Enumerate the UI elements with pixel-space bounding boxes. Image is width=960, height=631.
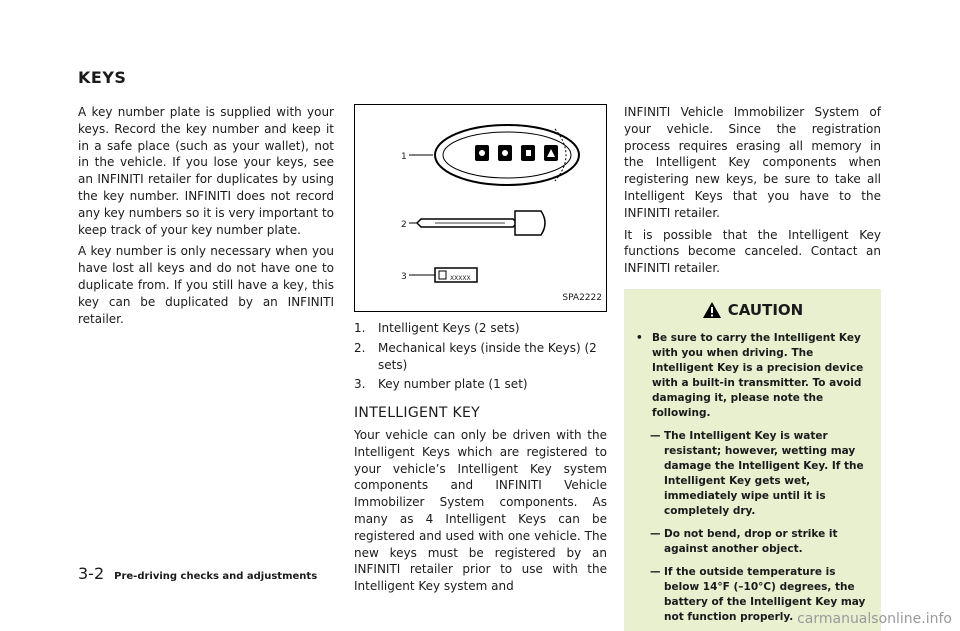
caution-sub-item: [650, 429, 871, 519]
legend-item: [354, 320, 607, 337]
legend-item: [354, 376, 607, 393]
paragraph: Your vehicle can only be driven with the Intelligent Keys which are registered to your vehicle’s Intelligent Key system components and INFINITI Vehicle Immobilizer System components. As many as 4 Intelligent Keys can be registered and used with one vehicle. The new keys must be registered by an INFINITI retailer prior to use with the Intelligent Key system and: [354, 427, 607, 594]
legend-number: 1.: [354, 321, 366, 335]
callout-2: 2: [401, 220, 407, 230]
caution-title: CAUTION: [727, 300, 804, 319]
figure-code: SPA2222: [562, 293, 602, 304]
section-title: KEYS: [78, 68, 127, 87]
dash-icon: —: [650, 565, 661, 578]
paragraph: A key number plate is supplied with your keys. Record the key number and keep it in a safe place (such as your wallet), not in the vehicle. If you lose your keys, see an INFINITI retailer for duplicates by using the key number. INFINITI does not record any key numbers so it is very important to keep track of your key number plate.: [78, 105, 334, 237]
bullet-dot-icon: •: [636, 331, 643, 344]
dash-icon: —: [650, 527, 661, 540]
legend-text: Intelligent Keys (2 sets): [378, 321, 520, 335]
dash-icon: —: [650, 429, 661, 442]
caution-sub-text: The Intelligent Key is water resistant; however, wetting may damage the Intelligent Key. If the Intelligent Key gets wet, immediately wipe until it is completely dry.: [664, 429, 864, 517]
legend-text: Key number plate (1 set): [378, 377, 528, 392]
caution-box: [624, 289, 881, 631]
callout-1: 1: [401, 152, 407, 162]
caution-sub-item: [650, 527, 871, 557]
left-column: [78, 104, 334, 332]
page-number: 3-2: [78, 564, 105, 583]
callout-3: 3: [401, 272, 407, 282]
plate-text: XXXXX: [450, 275, 471, 282]
legend-item: [354, 340, 607, 374]
caution-header: [634, 301, 871, 319]
caution-sub-text: If the outside temperature is below 14°F (–10°C) degrees, the battery of the Intelligent Key may not function properly.: [664, 565, 866, 623]
middle-column: [354, 104, 607, 600]
caution-sub-text: Do not bend, drop or strike it against another object.: [664, 527, 838, 555]
key-illustration: [355, 105, 606, 311]
key-figure: [354, 104, 607, 312]
watermark[interactable]: carmanualsonline.info: [797, 611, 952, 627]
intelligent-key-heading: INTELLIGENT KEY: [354, 405, 480, 422]
caution-bullet: [634, 331, 871, 421]
legend-text: Mechanical keys (inside the Keys) (2 sets): [378, 340, 597, 372]
legend-number: 2.: [354, 340, 366, 355]
chapter-title: Pre-driving checks and adjustments: [114, 571, 318, 582]
paragraph: A key number is only necessary when you have lost all keys and do not have one to duplicate from. If you still have a key, this key can be duplicated by an INFINITI retailer.: [78, 244, 334, 326]
warning-triangle-icon: [702, 301, 722, 319]
legend-number: 3.: [354, 377, 366, 392]
page-footer: [78, 564, 317, 583]
right-column: [624, 104, 881, 631]
paragraph: INFINITI Vehicle Immobilizer System of your vehicle. Since the registration process requires erasing all memory in the Intelligent Key components when registering new keys, be sure to take all Intelligent Keys that you have to the INFINITI retailer.: [624, 105, 881, 220]
paragraph: It is possible that the Intelligent Key functions become canceled. Contact an INFINITI retailer.: [624, 227, 881, 276]
caution-bullet-text: Be sure to carry the Intelligent Key with you when driving. The Intelligent Key is a precision device with a built-in transmitter. To avoid damaging it, please note the following.: [652, 331, 864, 419]
figure-legend: [354, 320, 607, 393]
